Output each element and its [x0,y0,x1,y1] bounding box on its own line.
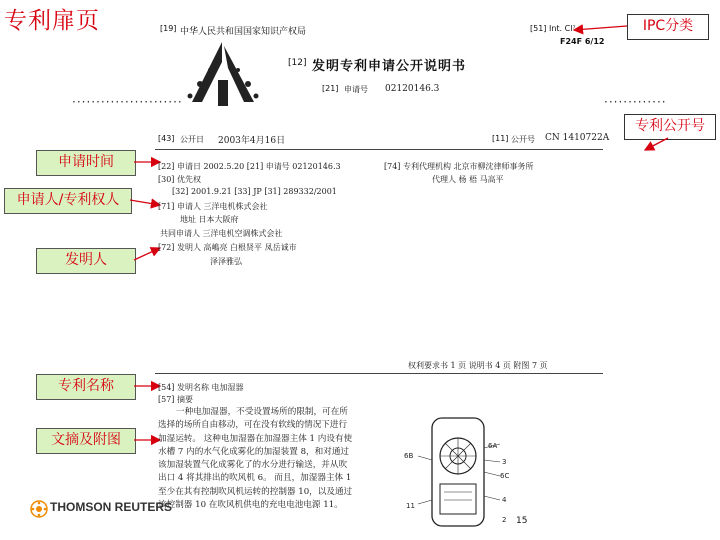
footer-brand: THOMSON REUTERS [50,500,173,514]
arrow-inventor [134,248,160,260]
app-no-label: 申请号 [344,85,368,94]
pub-no-label: 公开号 [511,135,535,144]
slide-title: 专利扉页 [4,8,100,34]
agency-info: [74] 专利代理机构 北京市柳沈律师事务所 [384,162,534,171]
inventors-line-2: 泽泽雅弘 [210,257,242,266]
patent-drawing [400,400,520,530]
priority-info: [32] 2001.9.21 [33] JP [31] 289332/2001 [172,187,337,196]
fig-label: 3 [502,458,507,466]
arrow-ipc [574,26,627,30]
filing-info: [22] 申请日 2002.5.20 [21] 申请号 02120146.3 [158,162,341,171]
arrow-applicant [130,200,160,205]
co-applicant: 共同申请人 三洋电机空调株式会社 [160,229,283,238]
application-date-label: 申请时间 [36,150,136,176]
abstract-line: 选择的场所自由移动，可在没有软线的情况下进行 [158,420,348,431]
applicant-info: [71] 申请人 三洋电机株式会社 [158,202,268,211]
title-rule [155,373,603,374]
abstract-text [158,406,352,512]
sipo-logo [180,40,265,110]
abstract-line: 至少在其有控制吹风机运转的控制器 10，以及通过 [158,486,353,497]
abstract-line: 加湿运转。 这种电加湿器在加湿器主体 1 内设有使 [158,433,353,444]
abstract-line: 水槽 7 内的水气化成雾化的加湿装置 8，和对通过 [158,446,350,457]
pub-date-label: 公开日 [180,135,204,144]
applicant-label: 申请人/专利权人 [4,188,132,214]
country-code: [19] [160,24,177,33]
abstract-line: 一种电加湿器，不受设置场所的限制，可在所 [176,407,348,417]
inventors-line-1: [72] 发明人 高嶋亮 白根贤平 凤岳诚市 [158,243,297,252]
pub-date-code: [43] [158,134,175,143]
abstract-heading: [57] 摘要 [158,395,193,404]
office-name: 中华人民共和国国家知识产权局 [180,27,307,37]
priority-label: [30] 优先权 [158,175,201,184]
ipc-code: [51] Int. Cl⁷ [530,24,576,33]
inventor-label: 发明人 [36,248,136,274]
fig-label: 6C [500,472,510,480]
fig-label: 6B [404,452,414,460]
fig-label: 4 [502,496,507,504]
abstract-label: 文摘及附图 [36,428,136,454]
fig-label: 11 [406,502,415,510]
pub-date: 2003年4月16日 [218,136,286,146]
fig-label: 6A [488,442,498,450]
doc-type: 发明专利申请公开说明书 [312,59,467,74]
applicant-address: 地址 日本大阪府 [180,215,239,224]
fig-label: 2 [502,516,507,524]
ellipsis-left: ······················· [72,95,183,109]
app-no: 02120146.3 [385,84,440,94]
pub-no-code: [11] [492,134,509,143]
arrow-pub-no [645,138,668,150]
patent-title: [54] 发明名称 电加湿器 [158,383,244,392]
publication-number-label: 专利公开号 [624,114,716,140]
abstract-line: 该加湿装置气化成雾化了的水分进行输送，并从吹 [158,460,348,471]
app-no-code: [21] [322,84,339,93]
header-rule [155,149,603,150]
abstract-line: 该控制器 10 在吹风机供电的充电电池电源 11。 [158,500,343,511]
ellipsis-right: ············· [604,95,667,109]
thomson-reuters-logo-icon [30,500,48,518]
agents-info: 代理人 杨 梧 马高平 [432,175,504,184]
page-number: 15 [516,516,528,526]
page-count: 权利要求书 1 页 说明书 4 页 附图 7 页 [408,361,548,370]
ipc-value: F24F 6/12 [560,37,605,46]
ipc-label: IPC分类 [627,14,709,40]
patent-title-label: 专利名称 [36,374,136,400]
pub-no: CN 1410722A [545,133,610,143]
abstract-line: 出口 4 将其排出的吹风机 6。 而且，加湿器主体 1 [158,473,352,484]
doc-code: [12] [288,58,307,68]
